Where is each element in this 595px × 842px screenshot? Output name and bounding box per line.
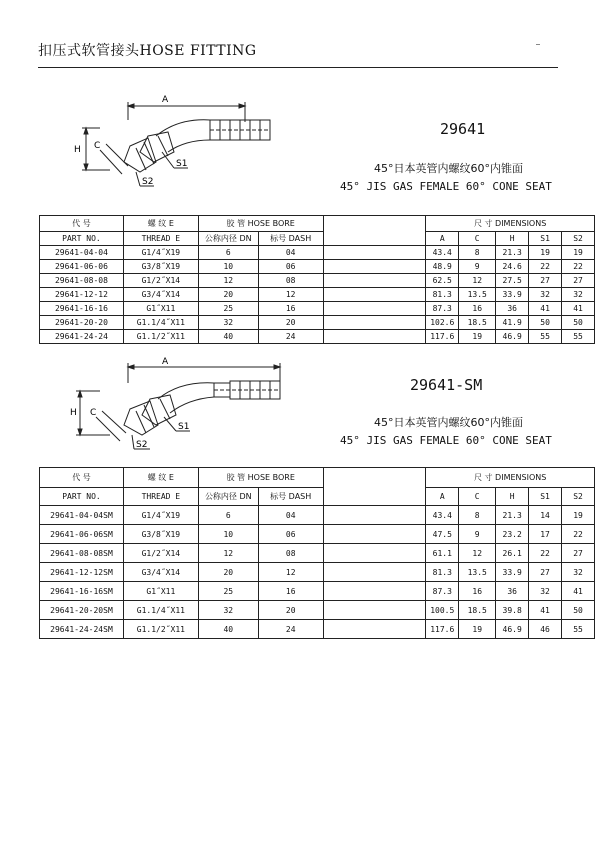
table-cell: 32: [562, 288, 595, 302]
table-cell: 21.3: [496, 246, 529, 260]
label-s1: S1: [178, 422, 190, 432]
table-cell: 43.4: [426, 246, 459, 260]
table-cell: 41: [562, 582, 595, 601]
table-cell: 46: [529, 620, 562, 639]
col-code-cn: 代 号: [40, 216, 124, 232]
table-cell: 41: [562, 302, 595, 316]
col-s1: S1: [529, 232, 562, 246]
label-c: C: [94, 141, 101, 151]
label-a: A: [162, 357, 169, 367]
blank-cell: [323, 582, 426, 601]
label-h: H: [74, 145, 81, 155]
col-thread-en: THREAD E: [123, 232, 198, 246]
table-cell: G1˝X11: [123, 302, 198, 316]
table-cell: 16: [459, 302, 496, 316]
col-s1: S1: [529, 488, 562, 506]
table-cell: 87.3: [426, 302, 459, 316]
table-cell: 12: [258, 563, 323, 582]
table-cell: G1/2˝X14: [123, 274, 198, 288]
col-code-cn: 代 号: [40, 468, 124, 488]
blank-cell: [323, 302, 426, 316]
table-cell: 19: [562, 246, 595, 260]
table-cell: 50: [562, 601, 595, 620]
table-cell: 22: [562, 525, 595, 544]
table-cell: 12: [198, 544, 258, 563]
table-cell: 27: [529, 274, 562, 288]
blank-cell: [323, 468, 426, 506]
table-cell: 29641-04-04: [40, 246, 124, 260]
table-cell: 55: [562, 330, 595, 344]
table-cell: 06: [258, 525, 323, 544]
table-cell: 22: [529, 544, 562, 563]
table-cell: 41: [529, 601, 562, 620]
table-cell: G3/8˝X19: [123, 525, 198, 544]
table-cell: 14: [529, 506, 562, 525]
blank-cell: [323, 216, 426, 246]
table-cell: 50: [562, 316, 595, 330]
label-s1: S1: [176, 159, 188, 169]
table-cell: 29641-24-24: [40, 330, 124, 344]
table-cell: 117.6: [426, 330, 459, 344]
table-cell: 10: [198, 525, 258, 544]
label-c: C: [90, 408, 97, 418]
table-cell: 21.3: [496, 506, 529, 525]
label-s2: S2: [136, 440, 148, 450]
table-row: [40, 302, 595, 316]
table-cell: 40: [198, 620, 258, 639]
table-cell: 16: [258, 302, 323, 316]
table-row: [40, 582, 595, 601]
label-s2: S2: [142, 177, 154, 187]
table-cell: G1/4˝X19: [123, 506, 198, 525]
table-cell: 41.9: [496, 316, 529, 330]
table-cell: 32: [198, 601, 258, 620]
blank-cell: [323, 274, 426, 288]
table-cell: 22: [562, 260, 595, 274]
table-cell: 29641-12-12SM: [40, 563, 124, 582]
table-cell: 41: [529, 302, 562, 316]
col-dn: 公称内径 DN: [198, 232, 258, 246]
description-cn: 45°日本英管内螺纹60°内锥面: [374, 416, 523, 429]
table-cell: 20: [198, 563, 258, 582]
table-cell: G1.1/4˝X11: [123, 601, 198, 620]
table-cell: 36: [496, 582, 529, 601]
table-cell: 08: [258, 274, 323, 288]
table-cell: 6: [198, 506, 258, 525]
table-cell: G1/4˝X19: [123, 246, 198, 260]
table-cell: 29641-08-08: [40, 274, 124, 288]
table-row: [40, 506, 595, 525]
table-cell: G1.1/2˝X11: [123, 620, 198, 639]
table-cell: 29641-20-20: [40, 316, 124, 330]
fitting-description: [330, 160, 552, 196]
fitting-drawing: [70, 90, 290, 190]
blank-cell: [323, 260, 426, 274]
table-cell: 81.3: [426, 563, 459, 582]
table-row: [40, 274, 595, 288]
col-h: H: [496, 232, 529, 246]
col-a: A: [426, 488, 459, 506]
blank-cell: [323, 316, 426, 330]
table-cell: 20: [258, 316, 323, 330]
table-cell: 19: [459, 330, 496, 344]
table-cell: 47.5: [426, 525, 459, 544]
description-en: 45° JIS GAS FEMALE 60° CONE SEAT: [340, 434, 552, 447]
table-cell: 62.5: [426, 274, 459, 288]
description-en: 45° JIS GAS FEMALE 60° CONE SEAT: [340, 180, 552, 193]
col-dash: 标号 DASH: [258, 488, 323, 506]
label-a: A: [162, 95, 169, 105]
blank-cell: [323, 563, 426, 582]
table-cell: 13.5: [459, 288, 496, 302]
table-cell: 29641-20-20SM: [40, 601, 124, 620]
table-cell: 08: [258, 544, 323, 563]
col-s2: S2: [562, 488, 595, 506]
col-c: C: [459, 488, 496, 506]
col-c: C: [459, 232, 496, 246]
table-row: [40, 316, 595, 330]
blank-cell: [323, 620, 426, 639]
table-cell: 12: [258, 288, 323, 302]
table-cell: 19: [562, 506, 595, 525]
table-cell: 46.9: [496, 620, 529, 639]
table-cell: 9: [459, 525, 496, 544]
corner-mark: [536, 44, 540, 45]
table-cell: 18.5: [459, 601, 496, 620]
table-cell: 25: [198, 302, 258, 316]
table-cell: 55: [562, 620, 595, 639]
table-cell: 87.3: [426, 582, 459, 601]
model-number: 29641: [440, 120, 486, 138]
blank-cell: [323, 246, 426, 260]
table-row: [40, 330, 595, 344]
table-cell: 25: [198, 582, 258, 601]
table-cell: 22: [529, 260, 562, 274]
table-cell: G3/4˝X14: [123, 288, 198, 302]
table-cell: 12: [198, 274, 258, 288]
table-cell: 18.5: [459, 316, 496, 330]
table-row: [40, 246, 595, 260]
col-a: A: [426, 232, 459, 246]
table-cell: G1/2˝X14: [123, 544, 198, 563]
table-cell: 27: [562, 274, 595, 288]
col-thread-cn: 螺 纹 E: [123, 216, 198, 232]
table-cell: 29641-16-16: [40, 302, 124, 316]
blank-cell: [323, 601, 426, 620]
table-cell: 29641-04-04SM: [40, 506, 124, 525]
table-cell: 32: [529, 288, 562, 302]
table-cell: 24: [258, 330, 323, 344]
table-cell: 13.5: [459, 563, 496, 582]
table-cell: 29641-16-16SM: [40, 582, 124, 601]
table-cell: 27.5: [496, 274, 529, 288]
col-s2: S2: [562, 232, 595, 246]
table-cell: G1˝X11: [123, 582, 198, 601]
table-cell: 50: [529, 316, 562, 330]
table-cell: 19: [459, 620, 496, 639]
table-cell: 6: [198, 246, 258, 260]
blank-cell: [323, 525, 426, 544]
table-cell: 46.9: [496, 330, 529, 344]
table-cell: 16: [258, 582, 323, 601]
table-cell: 24.6: [496, 260, 529, 274]
table-cell: 33.9: [496, 288, 529, 302]
label-h: H: [70, 408, 77, 418]
table-cell: 26.1: [496, 544, 529, 563]
table-cell: 04: [258, 506, 323, 525]
table-cell: 27: [562, 544, 595, 563]
blank-cell: [323, 544, 426, 563]
col-h: H: [496, 488, 529, 506]
table-cell: 117.6: [426, 620, 459, 639]
table-cell: 32: [529, 582, 562, 601]
table-cell: 33.9: [496, 563, 529, 582]
table-cell: 32: [562, 563, 595, 582]
fitting-drawing-sm: [70, 355, 290, 455]
model-number: 29641-SM: [410, 376, 483, 394]
table-cell: 36: [496, 302, 529, 316]
table-cell: 10: [198, 260, 258, 274]
blank-cell: [323, 288, 426, 302]
table-row: [40, 260, 595, 274]
table-cell: 29641-12-12: [40, 288, 124, 302]
table-cell: 55: [529, 330, 562, 344]
table-cell: 20: [198, 288, 258, 302]
spec-table-sm: [39, 467, 595, 639]
table-cell: 16: [459, 582, 496, 601]
table-cell: 61.1: [426, 544, 459, 563]
header-rule: [38, 67, 558, 68]
table-row: [40, 620, 595, 639]
col-part-no: PART NO.: [40, 232, 124, 246]
col-dimensions: 尺 寸 DIMENSIONS: [426, 468, 595, 488]
table-cell: 23.2: [496, 525, 529, 544]
table-cell: 12: [459, 544, 496, 563]
table-row: [40, 601, 595, 620]
col-dimensions: 尺 寸 DIMENSIONS: [426, 216, 595, 232]
page-title: 扣压式软管接头HOSE FITTING: [38, 43, 257, 59]
table-cell: 29641-06-06: [40, 260, 124, 274]
table-cell: 48.9: [426, 260, 459, 274]
table-cell: 24: [258, 620, 323, 639]
table-cell: 29641-24-24SM: [40, 620, 124, 639]
col-thread-cn: 螺 纹 E: [123, 468, 198, 488]
description-cn: 45°日本英管内螺纹60°内锥面: [374, 162, 523, 175]
table-cell: G1.1/4˝X11: [123, 316, 198, 330]
table-cell: 06: [258, 260, 323, 274]
table-cell: 100.5: [426, 601, 459, 620]
table-row: [40, 525, 595, 544]
blank-cell: [323, 506, 426, 525]
table-cell: 39.8: [496, 601, 529, 620]
table-cell: 102.6: [426, 316, 459, 330]
spec-table: [39, 215, 595, 344]
table-row: [40, 563, 595, 582]
table-cell: 17: [529, 525, 562, 544]
table-row: [40, 544, 595, 563]
table-cell: 04: [258, 246, 323, 260]
table-cell: 9: [459, 260, 496, 274]
table-cell: 27: [529, 563, 562, 582]
table-cell: 29641-08-08SM: [40, 544, 124, 563]
col-dash: 标号 DASH: [258, 232, 323, 246]
table-row: [40, 288, 595, 302]
table-cell: 81.3: [426, 288, 459, 302]
table-cell: 43.4: [426, 506, 459, 525]
fitting-description: [330, 414, 552, 450]
col-dn: 公称内径 DN: [198, 488, 258, 506]
table-cell: 40: [198, 330, 258, 344]
table-cell: 19: [529, 246, 562, 260]
table-cell: 29641-06-06SM: [40, 525, 124, 544]
col-part-no: PART NO.: [40, 488, 124, 506]
table-cell: G1.1/2˝X11: [123, 330, 198, 344]
blank-cell: [323, 330, 426, 344]
table-cell: 12: [459, 274, 496, 288]
col-hose-bore: 胶 管 HOSE BORE: [198, 468, 323, 488]
table-cell: G3/4˝X14: [123, 563, 198, 582]
table-cell: G3/8˝X19: [123, 260, 198, 274]
table-cell: 8: [459, 506, 496, 525]
col-thread-en: THREAD E: [123, 488, 198, 506]
table-cell: 32: [198, 316, 258, 330]
col-hose-bore: 胶 管 HOSE BORE: [198, 216, 323, 232]
table-cell: 20: [258, 601, 323, 620]
table-cell: 8: [459, 246, 496, 260]
